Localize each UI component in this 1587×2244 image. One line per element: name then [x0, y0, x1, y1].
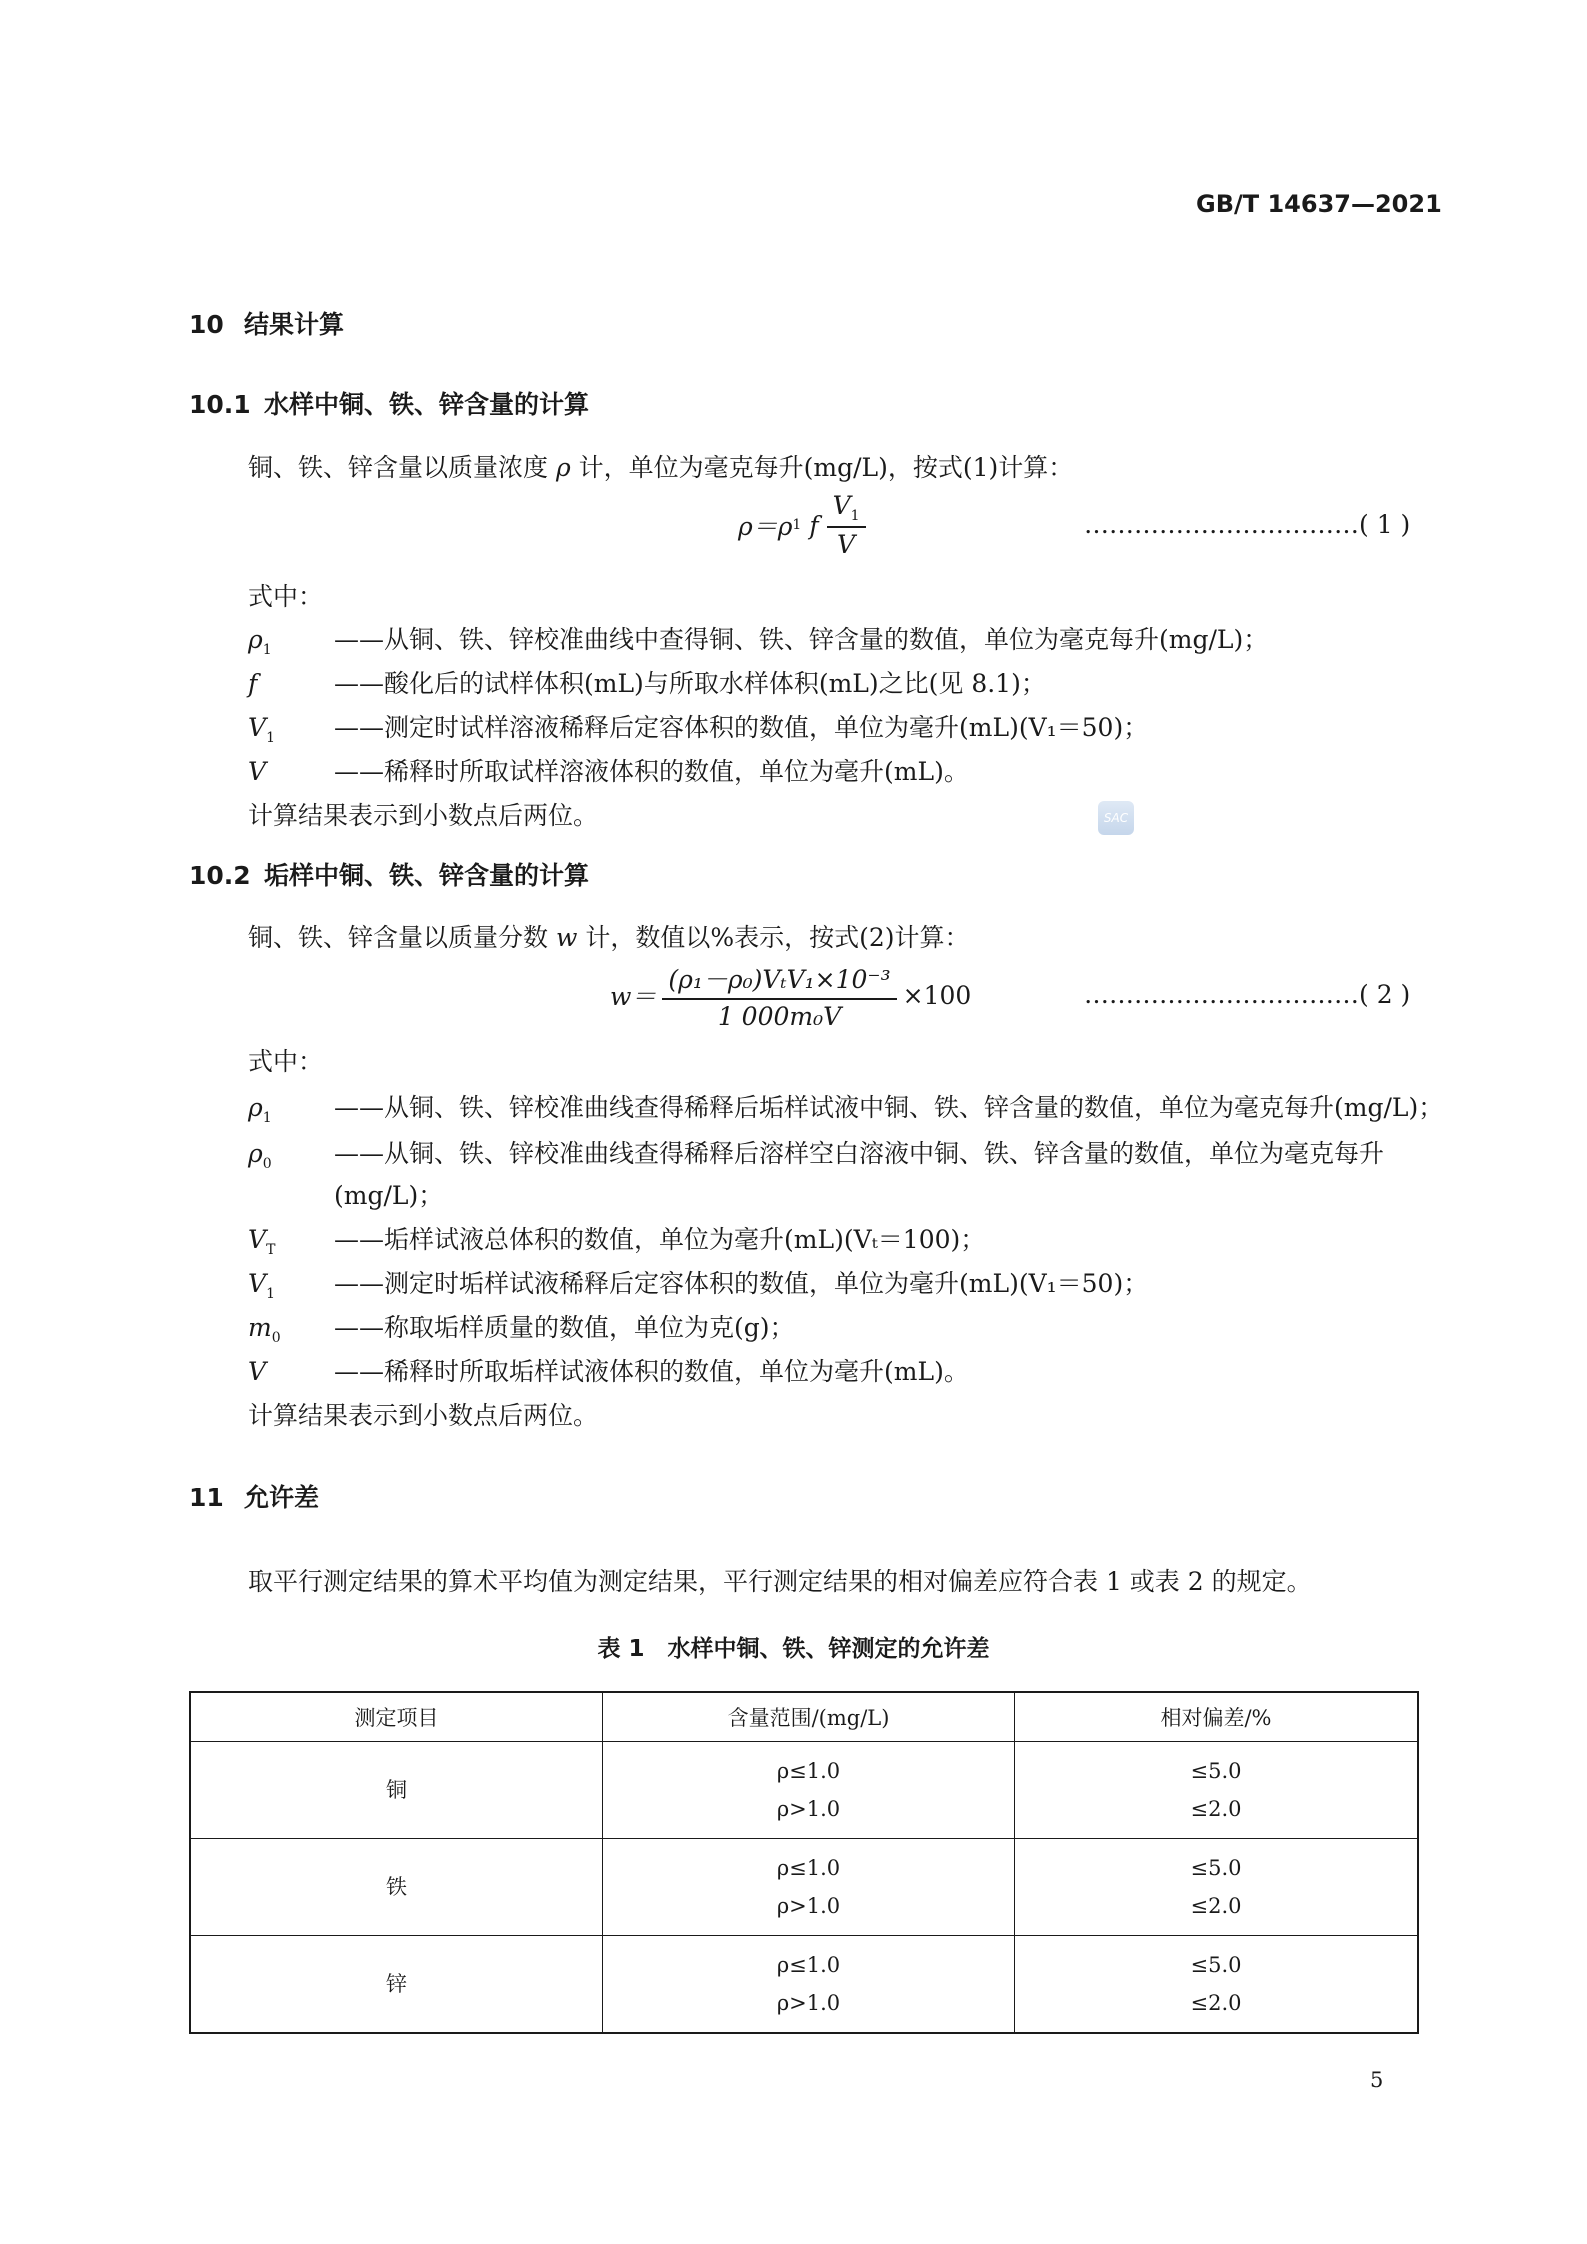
deviation-value: ≤5.0	[1190, 1856, 1242, 1880]
fraction-denominator: V	[837, 530, 856, 559]
deviation-value: ≤2.0	[1190, 1991, 1242, 2015]
symbol-subscript: 0	[271, 1330, 281, 1346]
definition-vt	[248, 1220, 985, 1258]
formula-number: ( 1 )	[1359, 510, 1411, 539]
formula-f: f	[809, 510, 819, 540]
definition-rho1	[248, 1088, 1443, 1126]
table-row	[190, 1936, 1418, 2034]
subsection-10-2-heading	[189, 856, 589, 892]
definition-v	[248, 1352, 969, 1390]
definition-symbol	[248, 713, 334, 746]
definition-text: ——从铜、铁、锌校准曲线查得稀释后溶样空白溶液中铜、铁、锌含量的数值，单位为毫克每升	[334, 1139, 1385, 1168]
subsection-10-1-heading	[189, 385, 589, 421]
item-cell: 铁	[190, 1839, 603, 1936]
definition-v	[248, 752, 969, 790]
symbol-rho: ρ	[555, 453, 571, 482]
symbol-subscript: 1	[266, 730, 275, 746]
section-title: 结果计算	[244, 310, 345, 339]
formula-lhs: w＝	[610, 982, 657, 1011]
definition-symbol	[248, 1093, 334, 1126]
numerator-symbol: V	[832, 491, 851, 520]
definition-text: ——酸化后的试样体积(mL)与所取水样体积(mL)之比(见 8.1)；	[334, 669, 1046, 698]
definition-text: ——稀释时所取试样溶液体积的数值，单位为毫升(mL)。	[334, 757, 969, 786]
subsection-title: 垢样中铜、铁、锌含量的计算	[264, 861, 590, 890]
where-label: 式中：	[248, 1047, 324, 1076]
intro-text-tail: 计，单位为毫克每升(mg/L)，按式(1)计算：	[570, 453, 1074, 482]
deviation-cell	[1015, 1839, 1419, 1936]
definition-text: ——垢样试液总体积的数值，单位为毫升(mL)(Vₜ＝100)；	[334, 1225, 986, 1254]
standard-number: GB/T 14637—2021	[1196, 190, 1442, 218]
subsection-number: 10.1	[189, 390, 251, 419]
symbol: m	[248, 1313, 272, 1342]
deviation-value: ≤2.0	[1190, 1797, 1242, 1821]
formula-number: ( 2 )	[1359, 980, 1411, 1009]
column-header: 相对偏差/%	[1015, 1692, 1419, 1742]
definition-text: ——测定时试样溶液稀释后定容体积的数值，单位为毫升(mL)(V₁＝50)；	[334, 713, 1149, 742]
symbol: ρ	[248, 625, 263, 654]
formula-fraction	[662, 960, 896, 1031]
section-10-heading	[189, 305, 344, 341]
definition-symbol	[248, 1357, 334, 1390]
deviation-cell	[1015, 1742, 1419, 1839]
deviation-value: ≤5.0	[1190, 1953, 1242, 1977]
definition-text: ——稀释时所取垢样试液体积的数值，单位为毫升(mL)。	[334, 1357, 969, 1386]
deviation-value: ≤2.0	[1190, 1894, 1242, 1918]
formula-1-leader	[1084, 510, 1410, 539]
definition-symbol	[248, 757, 334, 790]
range-value: ρ≤1.0	[776, 1953, 841, 1977]
symbol-w: w	[555, 923, 578, 952]
definition-f	[248, 664, 1046, 702]
intro-text: 铜、铁、锌含量以质量分数	[248, 923, 549, 952]
range-value: ρ≤1.0	[776, 1759, 841, 1783]
table-header-row	[190, 1692, 1418, 1742]
symbol-subscript: 0	[262, 1156, 272, 1172]
numerator-subscript: 1	[850, 508, 860, 524]
deviation-cell	[1015, 1936, 1419, 2034]
section-title: 允许差	[244, 1483, 320, 1512]
range-value: ρ>1.0	[776, 1797, 841, 1821]
definition-symbol	[248, 669, 334, 702]
definition-text: ——从铜、铁、锌校准曲线中查得铜、铁、锌含量的数值，单位为毫克每升(mg/L)；	[334, 625, 1269, 654]
definition-text: ——从铜、铁、锌校准曲线查得稀释后垢样试液中铜、铁、锌含量的数值，单位为毫克每升(mg/L)；	[334, 1093, 1444, 1122]
definition-symbol	[248, 1269, 334, 1302]
section-number: 11	[189, 1483, 224, 1512]
paragraph-10-1-intro	[248, 448, 1073, 484]
formula-subscript: 1	[792, 517, 802, 533]
leader-dots: ……………………………	[1084, 510, 1359, 539]
intro-text: 铜、铁、锌含量以质量浓度	[248, 453, 549, 482]
range-value: ρ≤1.0	[776, 1856, 841, 1880]
definition-rho0	[248, 1134, 1384, 1172]
symbol-subscript: 1	[262, 1110, 272, 1126]
formula-2	[610, 955, 971, 1035]
formula-fraction	[827, 491, 866, 559]
formula-tail: ×100	[902, 980, 972, 1010]
column-header: 含量范围/(mg/L)	[603, 1692, 1015, 1742]
symbol: ρ	[248, 1139, 263, 1168]
symbol: V	[248, 713, 267, 742]
definition-text: ——测定时垢样试液稀释后定容体积的数值，单位为毫升(mL)(V₁＝50)；	[334, 1269, 1149, 1298]
formula-2-leader	[1084, 980, 1410, 1009]
symbol-subscript: T	[266, 1242, 276, 1258]
section-number: 10	[189, 310, 224, 339]
deviation-value: ≤5.0	[1190, 1759, 1242, 1783]
symbol-subscript: 1	[266, 1286, 275, 1302]
subsection-number: 10.2	[189, 861, 251, 890]
symbol: f	[248, 669, 258, 698]
paragraph-11: 取平行测定结果的算术平均值为测定结果，平行测定结果的相对偏差应符合表 1 或表 2 的规定。	[248, 1567, 1312, 1596]
result-precision-note: 计算结果表示到小数点后两位。	[248, 801, 599, 830]
definition-v1	[248, 708, 1148, 746]
formula-1	[738, 490, 866, 560]
symbol-subscript: 1	[262, 642, 272, 658]
definition-symbol	[248, 1139, 334, 1172]
table-1-title: 表 1 水样中铜、铁、锌测定的允许差	[597, 1636, 990, 1662]
definition-symbol	[248, 625, 334, 658]
intro-text-tail: 计，数值以%表示，按式(2)计算：	[577, 923, 970, 952]
fraction-denominator: 1 000m₀V	[717, 1001, 842, 1031]
symbol: V	[248, 1357, 267, 1386]
table-row	[190, 1742, 1418, 1839]
fraction-numerator	[827, 491, 866, 528]
page-number: 5	[1370, 2068, 1384, 2092]
range-value: ρ>1.0	[776, 1894, 841, 1918]
column-header: 测定项目	[190, 1692, 603, 1742]
fraction-numerator: (ρ₁－ρ₀)VₜV₁×10⁻³	[662, 960, 896, 1000]
symbol: V	[248, 757, 267, 786]
symbol: V	[248, 1225, 267, 1254]
symbol: V	[248, 1269, 267, 1298]
table-1	[189, 1691, 1419, 2034]
definition-text: ——称取垢样质量的数值，单位为克(g)；	[334, 1313, 795, 1342]
range-cell	[603, 1936, 1015, 2034]
range-cell	[603, 1839, 1015, 1936]
where-label: 式中：	[248, 582, 324, 611]
sac-watermark-logo: SAC	[1098, 801, 1134, 835]
formula-lhs: ρ＝ρ	[738, 512, 793, 541]
definition-v1	[248, 1264, 1148, 1302]
item-cell: 铜	[190, 1742, 603, 1839]
paragraph-10-2-intro	[248, 918, 970, 954]
item-cell: 锌	[190, 1936, 603, 2034]
subsection-title: 水样中铜、铁、锌含量的计算	[264, 390, 590, 419]
leader-dots: ……………………………	[1084, 980, 1359, 1009]
definition-rho0-continued: (mg/L)；	[334, 1181, 444, 1210]
definition-m0	[248, 1308, 795, 1346]
symbol: ρ	[248, 1093, 263, 1122]
definition-rho1	[248, 620, 1268, 658]
result-precision-note: 计算结果表示到小数点后两位。	[248, 1401, 599, 1430]
section-11-heading	[189, 1478, 319, 1514]
definition-symbol	[248, 1225, 334, 1258]
table-row	[190, 1839, 1418, 1936]
range-value: ρ>1.0	[776, 1991, 841, 2015]
range-cell	[603, 1742, 1015, 1839]
definition-symbol	[248, 1313, 334, 1346]
